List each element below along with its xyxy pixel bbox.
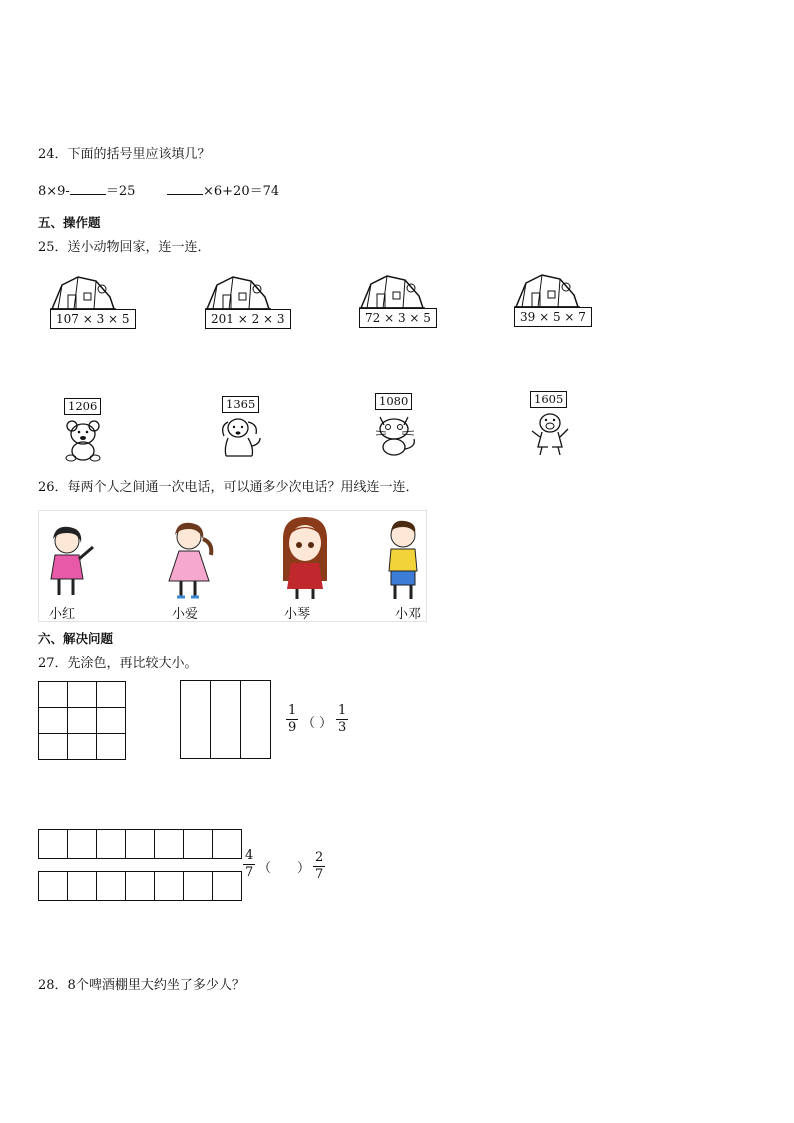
girl-xiaoai-icon	[165, 521, 221, 601]
q24-eq1-right: ＝25	[105, 184, 136, 199]
bear-icon	[62, 418, 106, 462]
girl-xiaoqin-icon	[277, 515, 333, 601]
house-2[interactable]	[203, 271, 285, 333]
house-icon	[357, 270, 427, 312]
fraction-denominator: 7	[245, 865, 254, 880]
q25-title: 25．送小动物回家，连一连．	[38, 240, 211, 255]
house-expression: 39 × 5 × 7	[514, 307, 592, 327]
house-3[interactable]	[357, 270, 431, 332]
animal-pig[interactable]	[528, 391, 578, 457]
animal-cat[interactable]	[372, 393, 422, 459]
house-icon	[203, 271, 273, 313]
q27-title: 27．先涂色，再比较大小。	[38, 656, 198, 671]
q26-title: 26．每两个人之间通一次电话，可以通多少次电话？用线连一连．	[38, 480, 419, 495]
animal-number: 1080	[375, 393, 412, 410]
q24-equation-1	[38, 182, 135, 200]
q24-eq1-left: 8×9-	[38, 184, 70, 199]
q24-eq2-blank[interactable]	[167, 182, 203, 195]
fraction-numerator: 2	[315, 850, 324, 865]
fraction-numerator: 1	[288, 703, 297, 718]
q24-eq1-blank[interactable]	[70, 182, 106, 195]
fraction-numerator: 1	[338, 703, 347, 718]
animal-number: 1365	[222, 396, 259, 413]
kid-name-3: 小琴	[284, 607, 311, 622]
house-expression: 107 × 3 × 5	[50, 309, 136, 329]
fraction-denominator: 3	[338, 720, 347, 735]
fraction-denominator: 7	[315, 867, 324, 882]
house-icon	[512, 269, 582, 311]
kid-name-4: 小邓	[395, 607, 422, 622]
animal-bear[interactable]	[60, 398, 110, 464]
girl-xiaohong-icon	[45, 523, 101, 599]
grid-sevenths-top[interactable]	[38, 829, 242, 859]
animal-number: 1206	[64, 398, 101, 415]
house-1[interactable]	[48, 271, 130, 333]
animal-dog[interactable]	[216, 396, 266, 462]
compare-blank-2[interactable]: （ ）	[258, 861, 311, 876]
kid-name-1: 小红	[49, 607, 76, 622]
compare-blank-1[interactable]: （ ）	[302, 716, 333, 731]
house-4[interactable]	[512, 269, 586, 331]
grid-thirds[interactable]	[180, 680, 271, 759]
boy-xiaodeng-icon	[381, 519, 425, 601]
fraction-four-sevenths	[243, 848, 255, 881]
cat-icon	[372, 413, 420, 457]
q28-title: 28．8个啤酒棚里大约坐了多少人？	[38, 978, 245, 993]
grid-ninths[interactable]	[38, 681, 126, 760]
house-icon	[48, 271, 118, 313]
pig-icon	[528, 411, 576, 459]
q24-eq2-right: ×6+20＝74	[203, 184, 280, 199]
q24-title: 24．下面的括号里应该填几？	[38, 147, 211, 162]
house-expression: 72 × 3 × 5	[359, 308, 437, 328]
fraction-numerator: 4	[245, 848, 254, 863]
dog-icon	[216, 416, 264, 460]
q24-equation-2	[167, 182, 279, 200]
grid-sevenths-bottom[interactable]	[38, 871, 242, 901]
fraction-one-ninth	[286, 703, 298, 736]
section-5-heading: 五、操作题	[38, 215, 101, 230]
kid-name-2: 小爱	[172, 607, 199, 622]
animal-number: 1605	[530, 391, 567, 408]
fraction-denominator: 9	[288, 720, 297, 735]
kids-panel	[38, 510, 427, 622]
section-6-heading: 六、解决问题	[38, 631, 114, 646]
fraction-one-third	[336, 703, 348, 736]
fraction-two-sevenths	[313, 850, 325, 883]
house-expression: 201 × 2 × 3	[205, 309, 291, 329]
